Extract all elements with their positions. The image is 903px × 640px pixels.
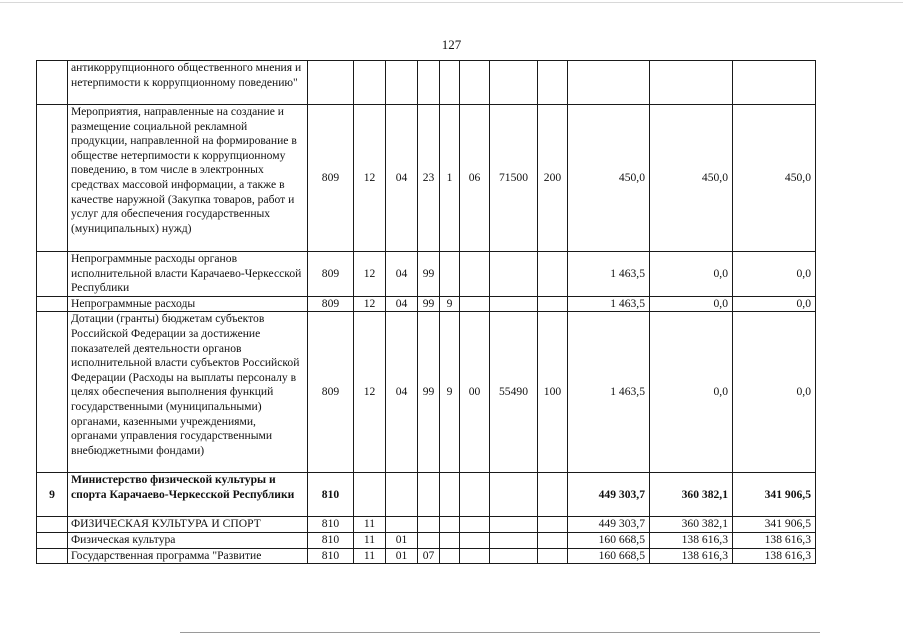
item-name-cell: ФИЗИЧЕСКАЯ КУЛЬТУРА И СПОРТ [68, 517, 308, 533]
item-name-cell: антикоррупционного общественного мнения и нетерпимости к коррупционному поведению" [68, 61, 308, 105]
section-code-cell: 12 [354, 312, 386, 473]
item-name-cell: Мероприятия, направленные на создание и размещение социальной рекламной продукции, направленной на формирование в обществе нетерпимости к коррупционному поведению, в том числе в электронных средствах массовой информации, а также в качестве наружной (Закупка товаров, работ и услуг для обеспечения государственных (муниципальных) нужд) [68, 105, 308, 252]
section-code-cell: 12 [354, 252, 386, 297]
amount-year-3-cell: 0,0 [733, 312, 816, 473]
subprogram-code-cell [440, 532, 460, 548]
direction-code-cell [490, 61, 538, 105]
budget-table [36, 60, 816, 564]
ministry-code-cell: 810 [308, 548, 354, 564]
subsection-code-cell: 04 [386, 105, 418, 252]
amount-year-3-cell: 341 906,5 [733, 517, 816, 533]
amount-year-2-cell [650, 61, 733, 105]
subprogram-code-cell [440, 473, 460, 517]
amount-year-3-cell: 450,0 [733, 105, 816, 252]
expense-type-code-cell [538, 252, 568, 297]
ministry-code-cell: 809 [308, 252, 354, 297]
expense-type-code-cell [538, 296, 568, 312]
direction-code-cell: 71500 [490, 105, 538, 252]
subsection-code-cell: 04 [386, 252, 418, 297]
table-row [37, 61, 816, 105]
subprogram-code-cell: 1 [440, 105, 460, 252]
event-code-cell [460, 296, 490, 312]
expense-type-code-cell [538, 517, 568, 533]
subprogram-code-cell [440, 252, 460, 297]
amount-year-3-cell: 138 616,3 [733, 532, 816, 548]
amount-year-1-cell: 1 463,5 [568, 252, 650, 297]
ministry-code-cell: 810 [308, 517, 354, 533]
program-code-cell [418, 517, 440, 533]
direction-code-cell [490, 548, 538, 564]
event-code-cell [460, 532, 490, 548]
table-row [37, 312, 816, 473]
expense-type-code-cell [538, 548, 568, 564]
amount-year-2-cell: 0,0 [650, 296, 733, 312]
amount-year-2-cell: 0,0 [650, 252, 733, 297]
item-name-cell: Непрограммные расходы органов исполнительной власти Карачаево-Черкесской Республики [68, 252, 308, 297]
ministry-code-cell: 809 [308, 105, 354, 252]
subprogram-code-cell: 9 [440, 312, 460, 473]
amount-year-1-cell [568, 61, 650, 105]
budget-table-body [37, 61, 816, 564]
subsection-code-cell [386, 517, 418, 533]
section-code-cell [354, 473, 386, 517]
direction-code-cell [490, 252, 538, 297]
amount-year-1-cell: 449 303,7 [568, 473, 650, 517]
event-code-cell [460, 61, 490, 105]
expense-type-code-cell: 100 [538, 312, 568, 473]
program-code-cell [418, 473, 440, 517]
subprogram-code-cell [440, 517, 460, 533]
subsection-code-cell: 01 [386, 532, 418, 548]
subprogram-code-cell: 9 [440, 296, 460, 312]
section-code-cell: 11 [354, 548, 386, 564]
subsection-code-cell: 04 [386, 296, 418, 312]
expense-type-code-cell: 200 [538, 105, 568, 252]
scan-top-edge [0, 2, 903, 3]
subsection-code-cell [386, 61, 418, 105]
program-code-cell [418, 532, 440, 548]
row-number-cell [37, 548, 68, 564]
item-name-cell: Непрограммные расходы [68, 296, 308, 312]
amount-year-2-cell: 138 616,3 [650, 532, 733, 548]
table-row [37, 473, 816, 517]
section-code-cell [354, 61, 386, 105]
subsection-code-cell: 04 [386, 312, 418, 473]
table-row [37, 105, 816, 252]
event-code-cell [460, 548, 490, 564]
section-code-cell: 12 [354, 296, 386, 312]
subsection-code-cell: 01 [386, 548, 418, 564]
program-code-cell: 99 [418, 252, 440, 297]
expense-type-code-cell [538, 532, 568, 548]
direction-code-cell [490, 517, 538, 533]
amount-year-3-cell: 138 616,3 [733, 548, 816, 564]
program-code-cell: 99 [418, 312, 440, 473]
table-row [37, 252, 816, 297]
table-row [37, 548, 816, 564]
amount-year-3-cell: 0,0 [733, 252, 816, 297]
event-code-cell [460, 517, 490, 533]
item-name-cell: Государственная программа "Развитие [68, 548, 308, 564]
event-code-cell: 06 [460, 105, 490, 252]
program-code-cell: 23 [418, 105, 440, 252]
amount-year-2-cell: 360 382,1 [650, 473, 733, 517]
row-number-cell [37, 61, 68, 105]
direction-code-cell [490, 296, 538, 312]
item-name-cell: Физическая культура [68, 532, 308, 548]
amount-year-1-cell: 1 463,5 [568, 296, 650, 312]
direction-code-cell [490, 532, 538, 548]
amount-year-3-cell [733, 61, 816, 105]
row-number-cell [37, 312, 68, 473]
table-row [37, 517, 816, 533]
item-name-cell: Дотации (гранты) бюджетам субъектов Российской Федерации за достижение показателей деятельности органов исполнительной власти субъектов Российской Федерации (Расходы на выплаты персоналу в целях обеспечения выполнения функций государственными (муниципальными) органами, казенными учреждениями, органами управления государственными внебюджетными фондами) [68, 312, 308, 473]
subprogram-code-cell [440, 548, 460, 564]
expense-type-code-cell [538, 473, 568, 517]
scan-bottom-edge [180, 632, 820, 633]
row-number-cell [37, 532, 68, 548]
ministry-code-cell: 810 [308, 532, 354, 548]
row-number-cell: 9 [37, 473, 68, 517]
amount-year-3-cell: 341 906,5 [733, 473, 816, 517]
ministry-code-cell: 809 [308, 312, 354, 473]
section-code-cell: 11 [354, 517, 386, 533]
direction-code-cell: 55490 [490, 312, 538, 473]
page-number: 127 [441, 37, 462, 52]
ministry-code-cell: 809 [308, 296, 354, 312]
program-code-cell: 99 [418, 296, 440, 312]
section-code-cell: 11 [354, 532, 386, 548]
item-name-cell: Министерство физической культуры и спорта Карачаево-Черкесской Республики [68, 473, 308, 517]
amount-year-1-cell: 449 303,7 [568, 517, 650, 533]
program-code-cell: 07 [418, 548, 440, 564]
row-number-cell [37, 105, 68, 252]
table-row [37, 532, 816, 548]
section-code-cell: 12 [354, 105, 386, 252]
amount-year-1-cell: 1 463,5 [568, 312, 650, 473]
program-code-cell [418, 61, 440, 105]
subprogram-code-cell [440, 61, 460, 105]
amount-year-1-cell: 160 668,5 [568, 532, 650, 548]
row-number-cell [37, 252, 68, 297]
event-code-cell [460, 473, 490, 517]
subsection-code-cell [386, 473, 418, 517]
expense-type-code-cell [538, 61, 568, 105]
event-code-cell: 00 [460, 312, 490, 473]
row-number-cell [37, 296, 68, 312]
ministry-code-cell: 810 [308, 473, 354, 517]
amount-year-2-cell: 0,0 [650, 312, 733, 473]
amount-year-1-cell: 450,0 [568, 105, 650, 252]
amount-year-1-cell: 160 668,5 [568, 548, 650, 564]
direction-code-cell [490, 473, 538, 517]
amount-year-2-cell: 450,0 [650, 105, 733, 252]
amount-year-2-cell: 360 382,1 [650, 517, 733, 533]
row-number-cell [37, 517, 68, 533]
amount-year-2-cell: 138 616,3 [650, 548, 733, 564]
table-row [37, 296, 816, 312]
ministry-code-cell [308, 61, 354, 105]
event-code-cell [460, 252, 490, 297]
amount-year-3-cell: 0,0 [733, 296, 816, 312]
